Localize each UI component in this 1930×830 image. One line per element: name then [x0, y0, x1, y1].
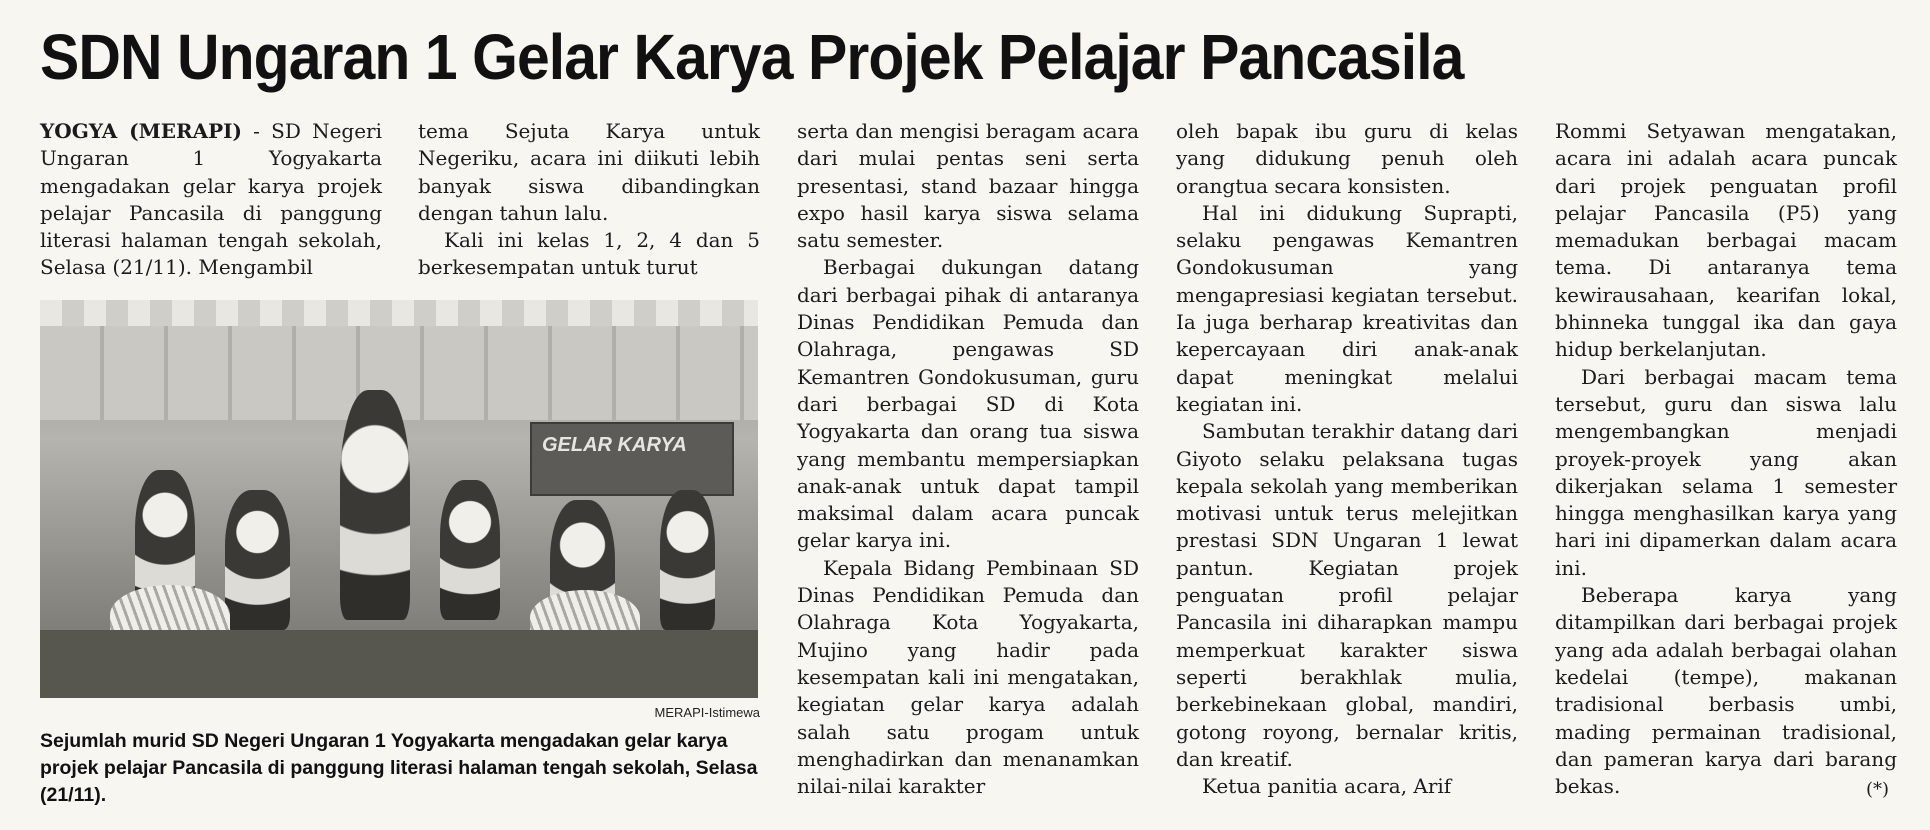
- photo-stage: [40, 630, 758, 698]
- paragraph: oleh bapak ibu guru di kelas yang didukung penuh oleh orangtua secara konsisten.: [1176, 119, 1518, 198]
- column-4: [1176, 118, 1518, 800]
- paragraph: Dari berbagai macam tema tersebut, guru dan siswa lalu mengembangkan menjadi proyek-proyek yang akan dikerjakan selama 1 semester hingga menghasilkan karya yang hari ini dipamerkan dalam acara ini.: [1555, 364, 1897, 580]
- paragraph: Kepala Bidang Pembinaan SD Dinas Pendidikan Pemuda dan Olahraga Kota Yogyakarta, Mujino yang hadir pada kesempatan kali ini mengatakan, kegiatan gelar karya adalah salah satu progam untuk menghadirkan dan menanamkan nilai-nilai karakter: [797, 555, 1139, 799]
- column-2: [418, 118, 760, 282]
- end-mark: (*): [1866, 779, 1890, 800]
- paragraph: Sambutan terakhir datang dari Giyoto selaku pelaksana tugas kepala sekolah yang memberikan motivasi untuk terus melejitkan prestasi SDN Ungaran 1 lewat pantun. Kegiatan projek penguatan profil pelajar Pancasila ini diharapkan mampu memperkuat karakter siswa seperti berakhlak mulia, berkebinekaan global, mandiri, gotong royong, bernalar kritis, dan kreatif.: [1176, 419, 1518, 771]
- headline: SDN Ungaran 1 Gelar Karya Projek Pelajar Pancasila: [40, 21, 1464, 93]
- photo-caption: Sejumlah murid SD Negeri Ungaran 1 Yogyakarta mengadakan gelar karya projek pelajar Pancasila di panggung literasi halaman tengah sekolah, Selasa (21/11).: [40, 730, 758, 806]
- paragraph: tema Sejuta Karya untuk Negeriku, acara ini diikuti lebih banyak siswa dibandingkan dengan tahun lalu.: [418, 119, 760, 225]
- dancer-figure: [440, 480, 500, 620]
- column-1: [40, 118, 382, 282]
- column-3: [797, 118, 1139, 800]
- dancer-figure: [340, 390, 410, 620]
- paragraph: serta dan mengisi beragam acara dari mulai pentas seni serta presentasi, stand bazaar hingga expo hasil karya siswa selama satu semester.: [797, 119, 1139, 253]
- photo-banner-text: GELAR KARYA: [542, 434, 687, 456]
- paragraph: Kali ini kelas 1, 2, 4 dan 5 berkesempatan untuk turut: [418, 228, 760, 280]
- paragraph: Hal ini didukung Suprapti, selaku pengawas Kemantren Gondokusuman yang mengapresiasi kegiatan tersebut. Ia juga berharap kreativitas dan kepercayaan diri anak-anak dapat meningkat melalui kegiatan ini.: [1176, 200, 1518, 416]
- column-5: [1555, 118, 1897, 800]
- article-photo: [40, 300, 758, 698]
- paragraph-text: SD Negeri Ungaran 1 Yogyakarta mengadakan gelar karya projek pelajar Pancasila di panggung literasi halaman tengah sekolah, Selasa (21/11). Mengambil: [40, 119, 382, 280]
- dancer-figure: [660, 490, 715, 630]
- photo-canopy: [40, 300, 758, 326]
- dancer-figure: [225, 490, 290, 630]
- paragraph: Beberapa karya yang ditampilkan dari berbagai projek yang ada adalah berbagai olahan kedelai (tempe), makanan tradisional berbasis umbi, mading permainan tradisional, dan pameran karya dari barang bekas.: [1555, 583, 1897, 799]
- paragraph: Ketua panitia acara, Arif: [1202, 774, 1452, 799]
- dateline: YOGYA (MERAPI): [40, 119, 242, 143]
- photo-banner: [530, 422, 734, 496]
- lead-paragraph: [40, 118, 382, 282]
- paragraph: Berbagai dukungan datang dari berbagai pihak di antaranya Dinas Pendidikan Pemuda dan Olahraga, pengawas SD Kemantren Gondokusuman, guru dari berbagai SD di Kota Yogyakarta dan orang tua siswa yang membantu mempersiapkan anak-anak untuk dapat tampil maksimal dalam acara puncak gelar karya ini.: [797, 255, 1139, 553]
- dateline-separator: -: [241, 119, 272, 143]
- photo-credit: MERAPI-Istimewa: [654, 705, 760, 720]
- paragraph: Rommi Setyawan mengatakan, acara ini adalah acara puncak dari projek penguatan profil pelajar Pancasila (P5) yang memadukan berbagai macam tema. Di antaranya tema kewirausahaan, kearifan lokal, bhinneka tunggal ika dan gaya hidup berkelanjutan.: [1555, 119, 1897, 362]
